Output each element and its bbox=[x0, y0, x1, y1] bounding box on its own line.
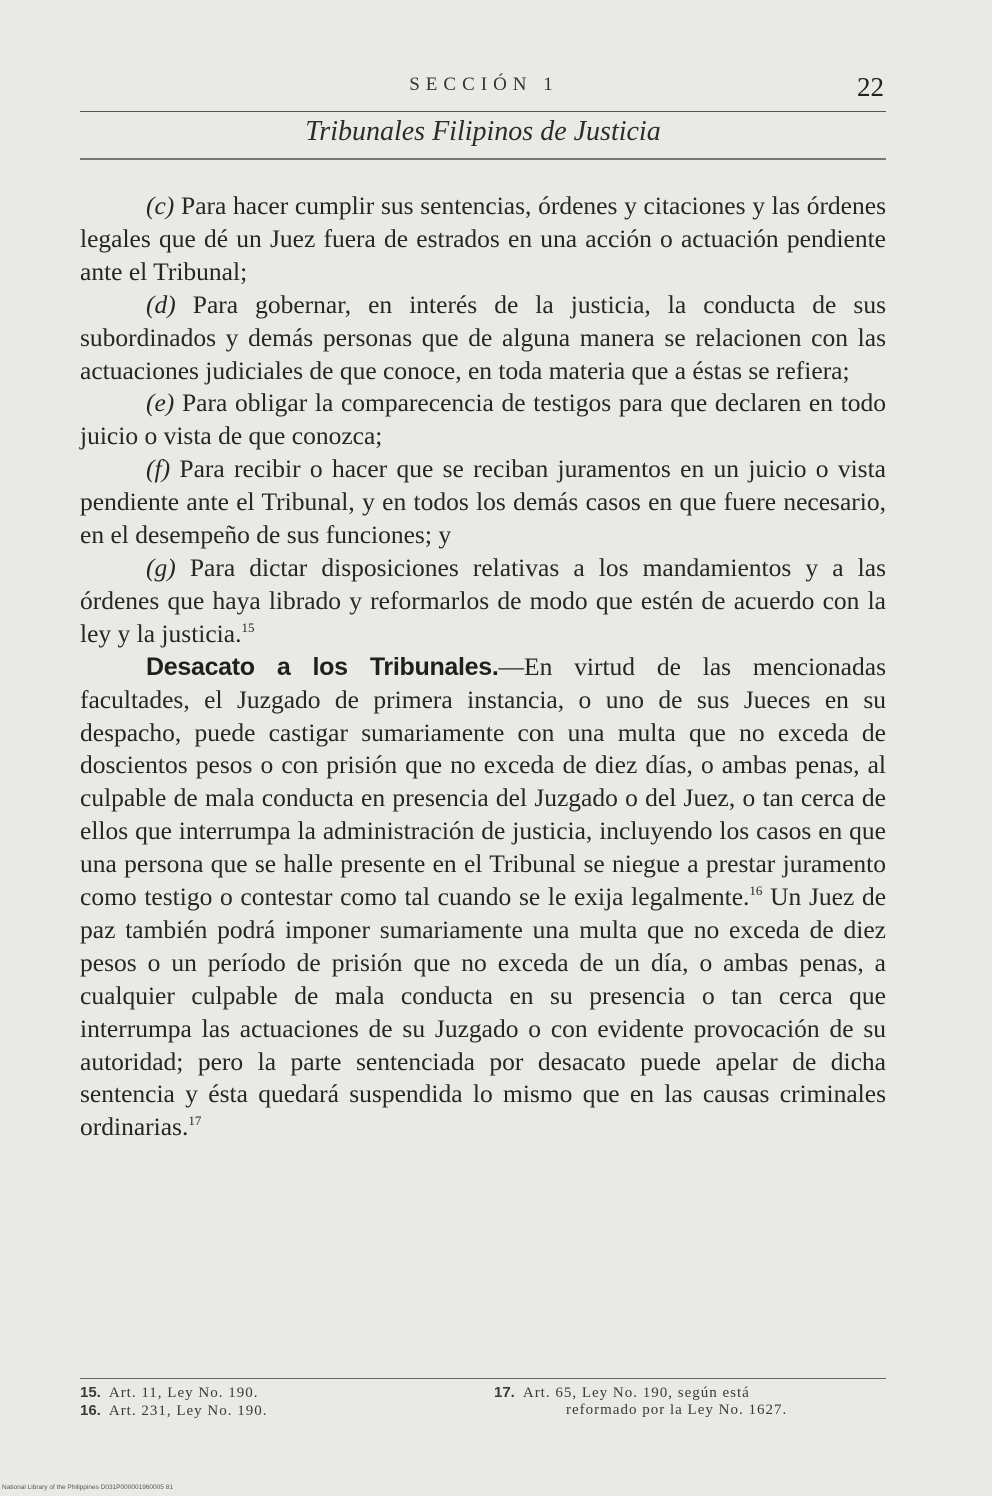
footnote-number: 16. bbox=[80, 1402, 101, 1419]
paragraph-c bbox=[80, 190, 886, 289]
footnote-text: Art. 65, Ley No. 190, según está bbox=[522, 1385, 750, 1401]
page-header bbox=[80, 72, 888, 106]
item-letter: (d) bbox=[146, 289, 176, 319]
footnote-text: Art. 231, Ley No. 190. bbox=[108, 1403, 268, 1419]
paragraph-text: Para gobernar, en interés de la justicia, la conducta de sus subordinados y demás personas que de alguna manera se relacionen con las actuaciones judiciales de que conoce, en toda materia que a éstas se refiera; bbox=[80, 289, 886, 385]
footnote-17-continued: reformado por la Ley No. 1627. bbox=[566, 1402, 788, 1418]
footnote-15 bbox=[80, 1384, 410, 1402]
item-letter: (c) bbox=[146, 191, 175, 220]
running-title: Tribunales Filipinos de Justicia bbox=[305, 116, 661, 147]
paragraph-text: Para recibir o hacer que se reciban juramentos en un juicio o vista pendiente ante el Tribunal, y en todos los demás casos en que fuere necesario, en el desempeño de sus funciones; y bbox=[80, 454, 886, 550]
library-stamp: National Library of the Philippines D031P000001960005 81 bbox=[2, 1484, 173, 1491]
section-heading: Desacato a los Tribunales. bbox=[146, 652, 499, 681]
footnote-17 bbox=[494, 1384, 886, 1402]
paragraph-text: Un Juez de paz también podrá imponer sumariamente una multa que no exceda de diez pesos o un período de prisión que no exceda de un día, o ambas penas, a cualquier culpable de mala conducta en su presencia o tan cerca que interrumpa las actuaciones de su Juzgado o con evidente provocación de su autoridad; pero la parte sentenciada por desacato puede apelar de dicha sentencia y ésta quedará suspendida lo mismo que en las causas criminales ordinarias. bbox=[80, 882, 887, 1142]
item-letter: (e) bbox=[146, 388, 175, 418]
body-text bbox=[80, 190, 886, 1144]
section-label: SECCIÓN 1 bbox=[409, 74, 559, 95]
paragraph-g bbox=[80, 552, 886, 651]
footnote-16 bbox=[80, 1402, 410, 1420]
paragraph-d bbox=[80, 289, 886, 388]
footnote-rule bbox=[80, 1378, 886, 1379]
item-letter: (f) bbox=[146, 454, 171, 484]
paragraph-text: —En virtud de las mencionadas facultades, el Juzgado de primera instancia, o uno de sus Jueces en su despacho, puede castigar sumariamente con una multa que no exceda de doscientos pesos o con prisión que no exceda de diez días, o ambas penas, al culpable de mala conducta en presencia del Juzgado o del Juez, o tan cerca de ellos que interrumpa la administración de justicia, incluyendo los casos en que una persona que se halle presente en el Tribunal se niegue a prestar juramento como testigo o contestar como tal cuando se le exija legalmente. bbox=[80, 651, 886, 912]
paragraph-f bbox=[80, 453, 886, 552]
paragraph-text: Para hacer cumplir sus sentencias, órdenes y citaciones y las órdenes legales que dé un Juez fuera de estrados en una acción o actuación pendiente ante el Tribunal; bbox=[80, 191, 886, 286]
footnote-ref: 15 bbox=[241, 619, 255, 635]
paragraph-text: Para obligar la comparecencia de testigos para que declaren en todo juicio o vista de que conozca; bbox=[80, 388, 887, 451]
footnotes bbox=[80, 1384, 886, 1444]
page-number: 22 bbox=[857, 72, 884, 102]
footnote-number: 15. bbox=[80, 1384, 101, 1401]
item-letter: (g) bbox=[146, 552, 176, 582]
footnote-ref: 17 bbox=[188, 1113, 202, 1129]
footnote-ref: 16 bbox=[749, 883, 763, 899]
paragraph-contempt bbox=[80, 651, 886, 1145]
footnote-column-right bbox=[494, 1384, 886, 1419]
title-rule bbox=[80, 158, 886, 160]
paragraph-text: Para dictar disposiciones relativas a los mandamientos y a las órdenes que haya librado y reformarlos de modo que estén de acuerdo con la ley y la justicia. bbox=[80, 552, 886, 648]
header-rule bbox=[80, 111, 886, 112]
paragraph-e bbox=[80, 387, 886, 453]
footnote-column-left bbox=[80, 1384, 410, 1420]
footnote-text: Art. 11, Ley No. 190. bbox=[108, 1385, 259, 1401]
footnote-number: 17. bbox=[494, 1384, 515, 1401]
